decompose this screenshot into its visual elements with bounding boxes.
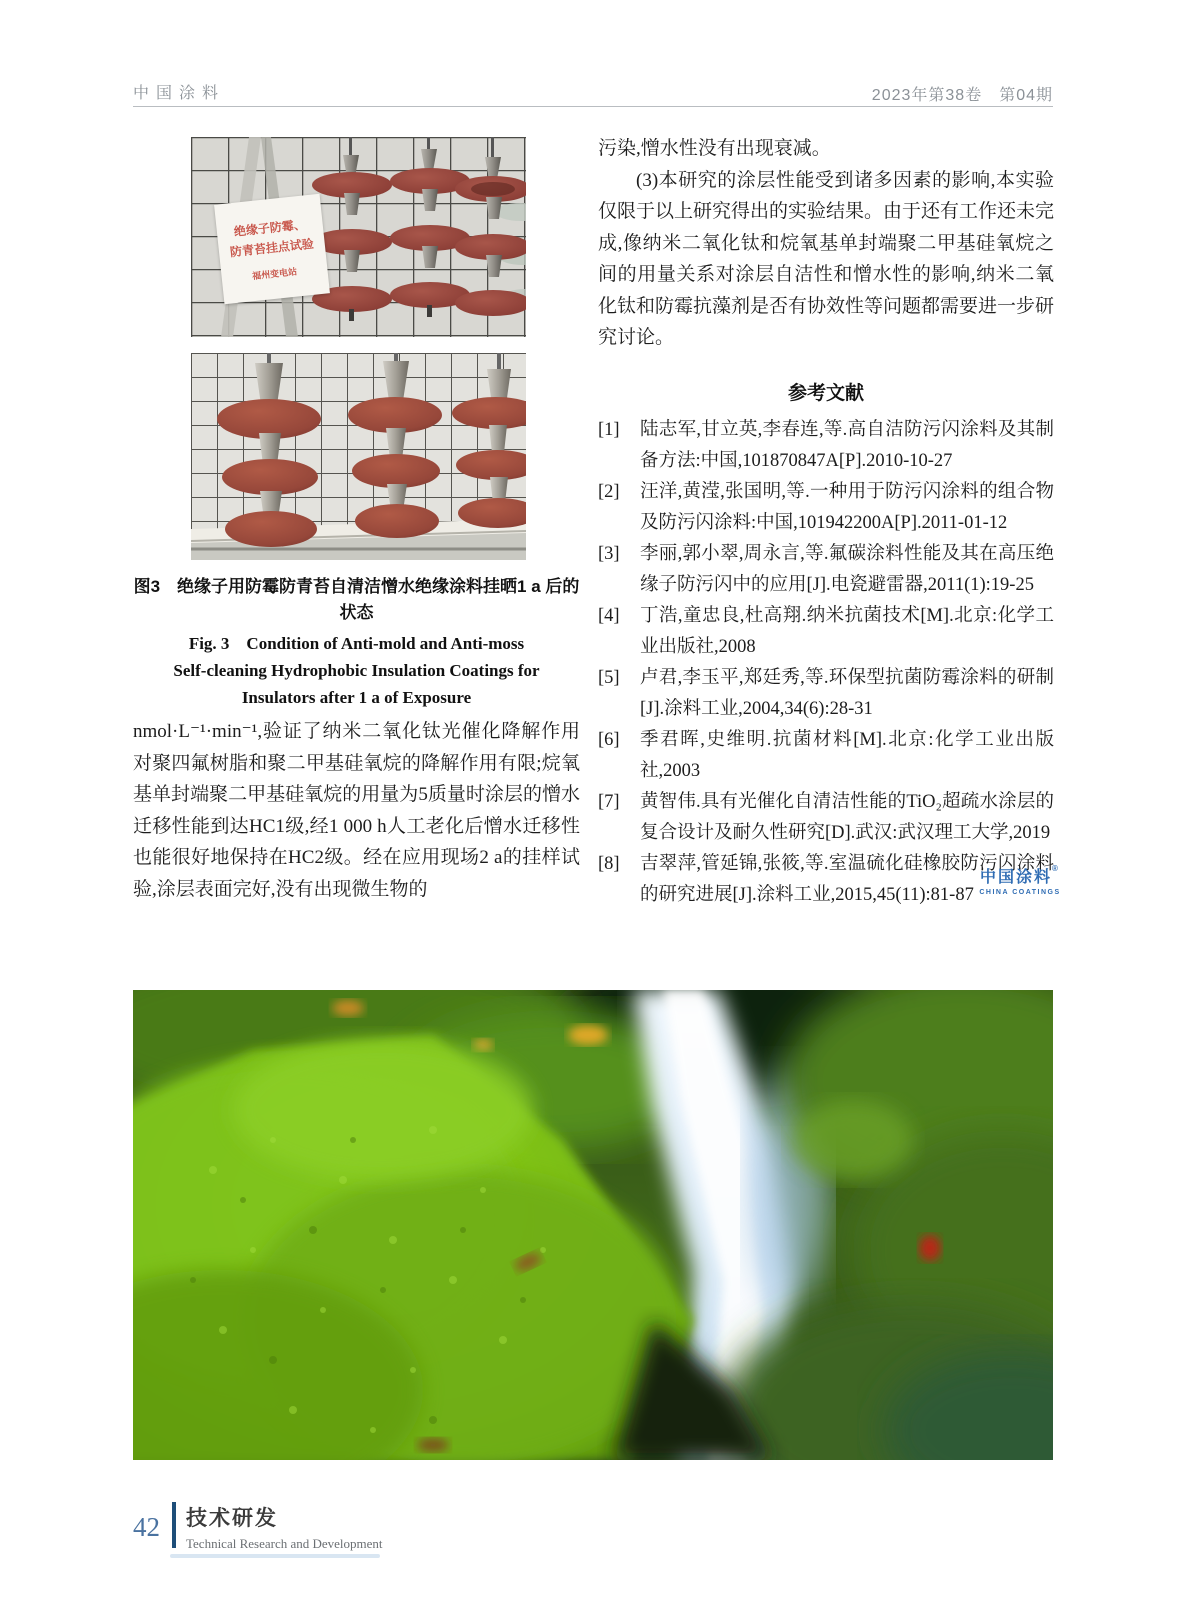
figure3-caption: [133, 574, 580, 711]
trademark-icon: ®: [1052, 864, 1060, 873]
issue-info: 2023年第38卷 第04期: [871, 87, 1053, 104]
header-rule: [133, 106, 1053, 107]
reference-text: 李丽,郭小翠,周永言,等.氟碳涂料性能及其在高压绝缘子防污闪中的应用[J].电瓷避雷器,2011(1):19-25: [640, 543, 1054, 595]
reference-text: 汪洋,黄滢,张国明,等.一种用于防污闪涂料的组合物及防污闪涂料:中国,101942200A[P].2011-01-12: [640, 481, 1054, 533]
footer-divider-bar: [172, 1502, 176, 1548]
reference-text: 吉翠萍,管延锦,张筱,等.室温硫化硅橡胶防污闪涂料的研究进展[J].涂料工业,2015,45(11):81-87: [640, 853, 1054, 905]
figure3-caption-en: [133, 630, 580, 711]
figure3-photo-top: [191, 137, 526, 337]
reference-item: [598, 787, 1054, 849]
right-paragraph-1: 污染,憎水性没有出现衰减。: [598, 138, 831, 159]
logo-cn-text: 中国涂料®: [980, 864, 1060, 886]
logo-en-text: CHINA COATINGS: [979, 889, 1061, 896]
sign-text-line3: 福州变电站: [251, 266, 298, 281]
china-coatings-logo: [975, 864, 1065, 896]
figure3-caption-cn: 图3 绝缘子用防霉防青苔自清洁憎水绝缘涂料挂晒1 a 后的状态: [133, 577, 580, 622]
reference-text: 季君晖,史维明.抗菌材料[M].北京:化学工业出版社,2003: [640, 729, 1054, 781]
caption-en-line1: Fig. 3 Condition of Anti-mold and Anti-moss: [188, 634, 525, 653]
reference-number: [6]: [598, 729, 620, 750]
right-column: [598, 133, 1054, 911]
reference-number: [5]: [598, 667, 620, 688]
right-paragraph-2: (3)本研究的涂层性能受到诸多因素的影响,本实验仅限于以上研究得出的实验结果。由于还有工作还未完成,像纳米二氧化钛和烷氧基单封端聚二甲基硅氧烷之间的用量关系对涂层自洁性和憎水性的影响,纳米二氧化钛和防霉抗藻剂是否有协效性等问题都需要进一步研究讨论。: [598, 169, 1055, 348]
reference-item: [598, 415, 1054, 477]
moss-waterfall-photo: [133, 990, 1053, 1460]
footer-section-en: Technical Research and Development: [186, 1536, 383, 1551]
left-column-body: nmol·L⁻¹·min⁻¹,验证了纳米二氧化钛光催化降解作用对聚四氟树脂和聚二甲基硅氧烷的降解作用有限;烷氧基单封端聚二甲基硅氧烷的用量为5质量时涂层的憎水迁移性能到达HC1级,经1 000 h人工老化后憎水迁移性也能很好地保持在HC2级。经在应用现场2 a的挂样试验,涂层表面完好,没有出现微生物的: [133, 721, 580, 900]
sign-text-line2: 防青苔挂点试验: [229, 236, 315, 259]
reference-text: 黄智伟.具有光催化自清洁性能的TiO₂超疏水涂层的复合设计及耐久性研究[D].武汉:武汉理工大学,2019: [640, 791, 1054, 843]
journal-name: 中国涂料: [133, 85, 226, 102]
footer-section: [186, 1502, 383, 1552]
reference-item: [598, 601, 1054, 663]
reference-number: [3]: [598, 543, 620, 564]
caption-en-line3: Insulators after 1 a of Exposure: [241, 688, 472, 707]
caption-en-line2: Self-cleaning Hydrophobic Insulation Coatings for: [173, 661, 540, 680]
page-number: 42: [133, 1512, 160, 1542]
reference-item: [598, 663, 1054, 725]
reference-item: [598, 477, 1054, 539]
reference-text: 卢君,李玉平,郑廷秀,等.环保型抗菌防霉涂料的研制[J].涂料工业,2004,34(6):28-31: [640, 667, 1054, 719]
references-title: 参考文献: [787, 382, 864, 404]
reference-item: [598, 539, 1054, 601]
sign-text-line1: 绝缘子防霉、: [233, 216, 307, 239]
insulators-closeup-photo: [191, 353, 526, 560]
reference-text: 丁浩,童忠良,杜高翔.纳米抗菌技术[M].北京:化学工业出版社,2008: [640, 605, 1054, 657]
reference-number: [4]: [598, 605, 620, 626]
page-footer: [133, 1502, 383, 1552]
references-list: [598, 415, 1054, 911]
reference-number: [7]: [598, 791, 620, 812]
footer-underline: [170, 1554, 380, 1558]
reference-number: [1]: [598, 419, 620, 440]
reference-text: 陆志军,甘立英,李春连,等.高自洁防污闪涂料及其制备方法:中国,101870847A[P].2010-10-27: [640, 419, 1054, 471]
figure3-photo-bottom: [191, 353, 526, 560]
reference-item: [598, 725, 1054, 787]
reference-number: [8]: [598, 853, 620, 874]
footer-section-cn: 技术研发: [186, 1507, 278, 1530]
test-sign: [214, 194, 330, 305]
reference-number: [2]: [598, 481, 620, 502]
